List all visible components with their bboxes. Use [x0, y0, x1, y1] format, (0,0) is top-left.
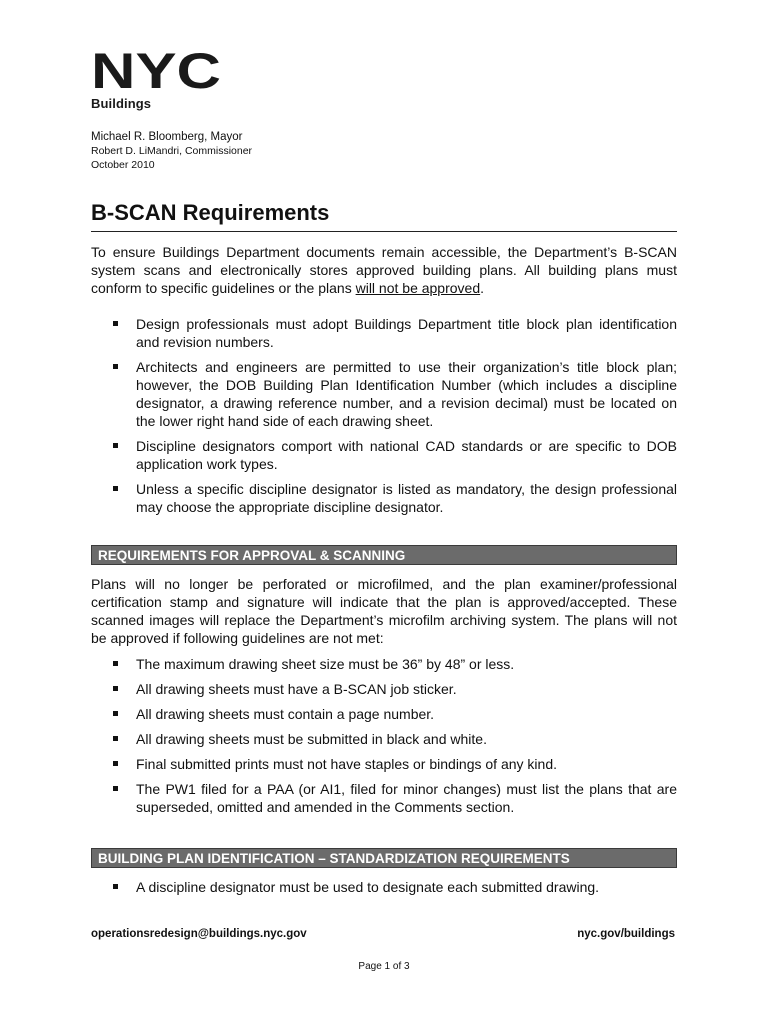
list-item: The maximum drawing sheet size must be 36” by 48” or less. [91, 655, 677, 673]
nyc-logo-mark [91, 48, 223, 92]
list-item: All drawing sheets must have a B-SCAN job sticker. [91, 680, 677, 698]
intro-end: . [480, 280, 485, 296]
mayor-line: Michael R. Bloomberg, Mayor [91, 131, 243, 143]
list-item: Unless a specific discipline designator is listed as mandatory, the design professional may choose the appropriate discipline designator. [91, 480, 677, 516]
section-heading-approval: REQUIREMENTS FOR APPROVAL & SCANNING [91, 545, 677, 565]
list-item: All drawing sheets must be submitted in black and white. [91, 730, 677, 748]
list-item: Design professionals must adopt Buildings Department title block plan identification and revision numbers. [91, 315, 677, 351]
officials-block [91, 130, 252, 172]
intro-bullet-list [91, 315, 677, 523]
page-title: B-SCAN Requirements [91, 200, 330, 225]
page-number: Page 1 of 3 [358, 961, 410, 972]
commissioner-line: Robert D. LiMandri, Commissioner [91, 145, 253, 157]
footer-website-link[interactable]: nyc.gov/buildings [577, 928, 675, 940]
footer-email-link[interactable]: operationsredesign@buildings.nyc.gov [91, 928, 307, 940]
list-item: A discipline designator must be used to designate each submitted drawing. [91, 878, 677, 896]
logo-subtitle: Buildings [91, 96, 152, 111]
identification-bullet-list [91, 878, 677, 896]
title-divider [91, 231, 677, 232]
list-item: All drawing sheets must contain a page number. [91, 705, 677, 723]
intro-emphasis: will not be approved [355, 280, 481, 296]
intro-paragraph [91, 243, 677, 297]
date-line: October 2010 [91, 159, 155, 171]
list-item: Final submitted prints must not have staples or bindings of any kind. [91, 755, 677, 773]
section-heading-identification: BUILDING PLAN IDENTIFICATION – STANDARDIZATION REQUIREMENTS [91, 848, 677, 868]
list-item: The PW1 filed for a PAA (or AI1, filed for minor changes) must list the plans that are superseded, omitted and amended in the Comments section. [91, 780, 677, 816]
logo-mark-text: NYC [91, 48, 221, 92]
nyc-buildings-logo [91, 48, 223, 112]
list-item: Architects and engineers are permitted to use their organization’s title block plan; however, the DOB Building Plan Identification Number (which includes a discipline designator, a drawing reference number, and a revision decimal) must be located on the lower right hand side of each drawing sheet. [91, 358, 677, 430]
intro-text: To ensure Buildings Department documents remain accessible, the Department’s B-SCAN system scans and electronically stores approved building plans. All building plans must conform to specific guidelines or the plans [91, 244, 677, 296]
list-item: Discipline designators comport with national CAD standards or are specific to DOB application work types. [91, 437, 677, 473]
approval-paragraph: Plans will no longer be perforated or microfilmed, and the plan examiner/professional certification stamp and signature will indicate that the plan is approved/accepted. These scanned images will replace the Department’s microfilm archiving system. The plans will not be approved if following guidelines are not met: [91, 576, 677, 646]
approval-bullet-list [91, 655, 677, 823]
